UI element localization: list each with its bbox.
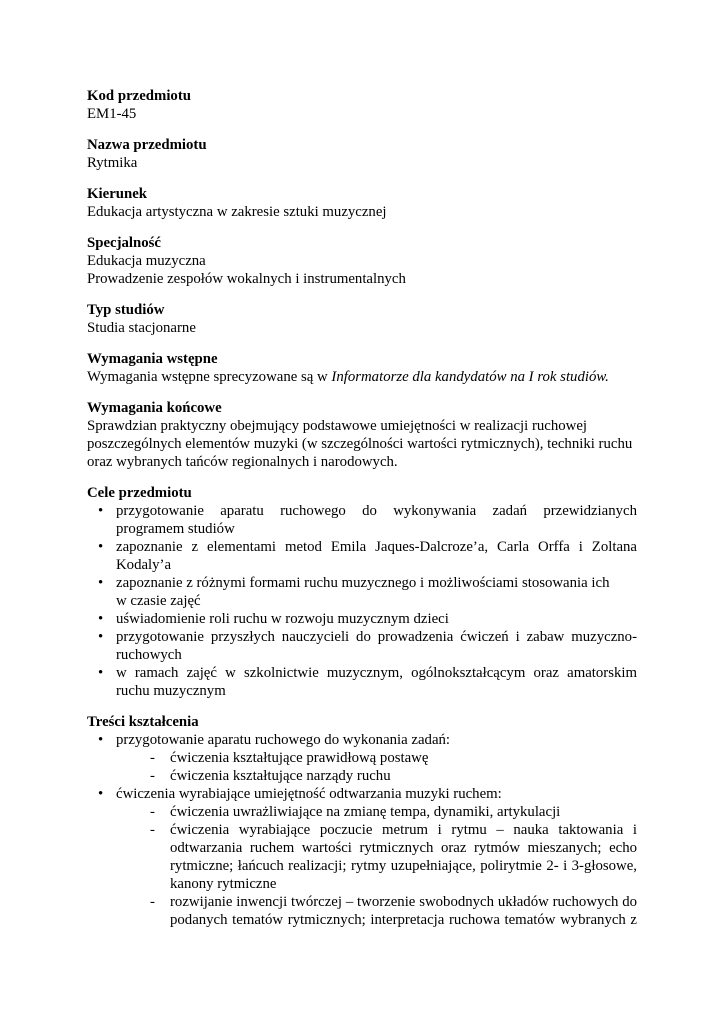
list-item-text: ćwiczenia kształtujące prawidłową postawę bbox=[170, 750, 429, 766]
section-tresci bbox=[87, 713, 637, 929]
list-item-text: ćwiczenia kształtujące narządy ruchu bbox=[170, 768, 391, 784]
section-heading: Wymagania wstępne bbox=[87, 351, 218, 367]
section-heading: Treści kształcenia bbox=[87, 714, 199, 730]
section-value: EM1-45 bbox=[87, 106, 137, 122]
section-typ bbox=[87, 301, 637, 337]
section-text: Sprawdzian praktyczny obejmujący podstawowe umiejętności w realizacji ruchowej poszczególnych elementów muzyki (w szczególności wartości rytmicznych), techniki ruchu oraz wybranych tańców regionalnych i narodowych. bbox=[87, 418, 633, 470]
document-page bbox=[87, 87, 637, 929]
section-value: Rytmika bbox=[87, 155, 138, 171]
section-text bbox=[87, 368, 637, 386]
bullet-icon: • bbox=[98, 611, 104, 627]
section-value: Studia stacjonarne bbox=[87, 320, 196, 336]
bullet-icon: • bbox=[98, 575, 104, 591]
list-item-text: w ramach zajęć w szkolnictwie muzycznym, ogólnokształcącym oraz amatorskim ruchu muzycznym bbox=[116, 665, 637, 699]
text-italic: Informatorze dla kandydatów na I rok studiów. bbox=[331, 369, 609, 385]
list-item bbox=[87, 803, 637, 821]
bullet-icon: • bbox=[98, 539, 104, 555]
section-cele bbox=[87, 484, 637, 700]
list-item-text: przygotowanie przyszłych nauczycieli do prowadzenia ćwiczeń i zabaw muzyczno- ruchowych bbox=[116, 629, 637, 663]
list-item-text: przygotowanie aparatu ruchowego do wykonywania zadań przewidzianych programem studiów bbox=[116, 503, 637, 537]
dash-icon: - bbox=[150, 750, 155, 766]
section-nazwa bbox=[87, 136, 637, 172]
list-item-text: ćwiczenia wyrabiające umiejętność odtwarzania muzyki ruchem: bbox=[116, 786, 502, 802]
section-heading: Kod przedmiotu bbox=[87, 88, 191, 104]
bullet-icon: • bbox=[98, 786, 104, 802]
section-heading: Nazwa przedmiotu bbox=[87, 137, 207, 153]
section-kod bbox=[87, 87, 637, 123]
list-item-text: przygotowanie aparatu ruchowego do wykonania zadań: bbox=[116, 732, 451, 748]
list-item bbox=[87, 628, 637, 664]
dash-icon: - bbox=[150, 768, 155, 784]
section-heading: Wymagania końcowe bbox=[87, 400, 222, 416]
list-item-text: uświadomienie roli ruchu w rozwoju muzycznym dzieci bbox=[116, 611, 449, 627]
section-specjalnosc bbox=[87, 234, 637, 288]
text-normal: Wymagania wstępne sprecyzowane są w bbox=[87, 369, 332, 385]
list-item bbox=[87, 785, 637, 803]
section-wymagania-wstepne bbox=[87, 350, 637, 386]
bullet-icon: • bbox=[98, 732, 104, 748]
dash-icon: - bbox=[150, 804, 155, 820]
list-item-text: zapoznanie z różnymi formami ruchu muzycznego i możliwościami stosowania ich w czasie zajęć bbox=[116, 575, 610, 609]
list-item bbox=[87, 538, 637, 574]
list-item bbox=[87, 664, 637, 700]
bullet-icon: • bbox=[98, 629, 104, 645]
list-item bbox=[87, 731, 637, 749]
list-item bbox=[87, 502, 637, 538]
section-heading: Specjalność bbox=[87, 235, 161, 251]
dash-icon: - bbox=[150, 894, 155, 910]
list-item bbox=[87, 574, 637, 610]
list-item bbox=[87, 749, 637, 767]
list-item-text: ćwiczenia wyrabiające poczucie metrum i rytmu – nauka taktowania i odtwarzania ruchem wartości rytmicznych oraz rytmów mieszanych; echo rytmiczne; łańcuch realizacji; rytmy uzupełniające, polirytmie 2- i 3-głosowe, kanony rytmiczne bbox=[170, 822, 637, 892]
list-item-text: ćwiczenia uwrażliwiające na zmianę tempa, dynamiki, artykulacji bbox=[170, 804, 561, 820]
list-item-text: rozwijanie inwencji twórczej – tworzenie swobodnych układów ruchowych do podanych tematów rytmicznych; interpretacja ruchowa tematów wybranych z bbox=[170, 894, 637, 928]
section-heading: Cele przedmiotu bbox=[87, 485, 192, 501]
list-item bbox=[87, 821, 637, 893]
list-item-text: zapoznanie z elementami metod Emila Jaques-Dalcroze’a, Carla Orffa i Zoltana Kodaly’a bbox=[116, 539, 637, 573]
section-heading: Typ studiów bbox=[87, 302, 165, 318]
list-item bbox=[87, 893, 637, 929]
section-heading: Kierunek bbox=[87, 186, 148, 202]
section-value: Edukacja artystyczna w zakresie sztuki muzycznej bbox=[87, 204, 387, 220]
section-kierunek bbox=[87, 185, 637, 221]
list-item bbox=[87, 767, 637, 785]
dash-icon: - bbox=[150, 822, 155, 838]
bullet-icon: • bbox=[98, 665, 104, 681]
section-text: Edukacja muzyczna Prowadzenie zespołów wokalnych i instrumentalnych bbox=[87, 253, 406, 287]
list-item bbox=[87, 610, 637, 628]
bullet-icon: • bbox=[98, 503, 104, 519]
section-wymagania-koncowe bbox=[87, 399, 637, 471]
